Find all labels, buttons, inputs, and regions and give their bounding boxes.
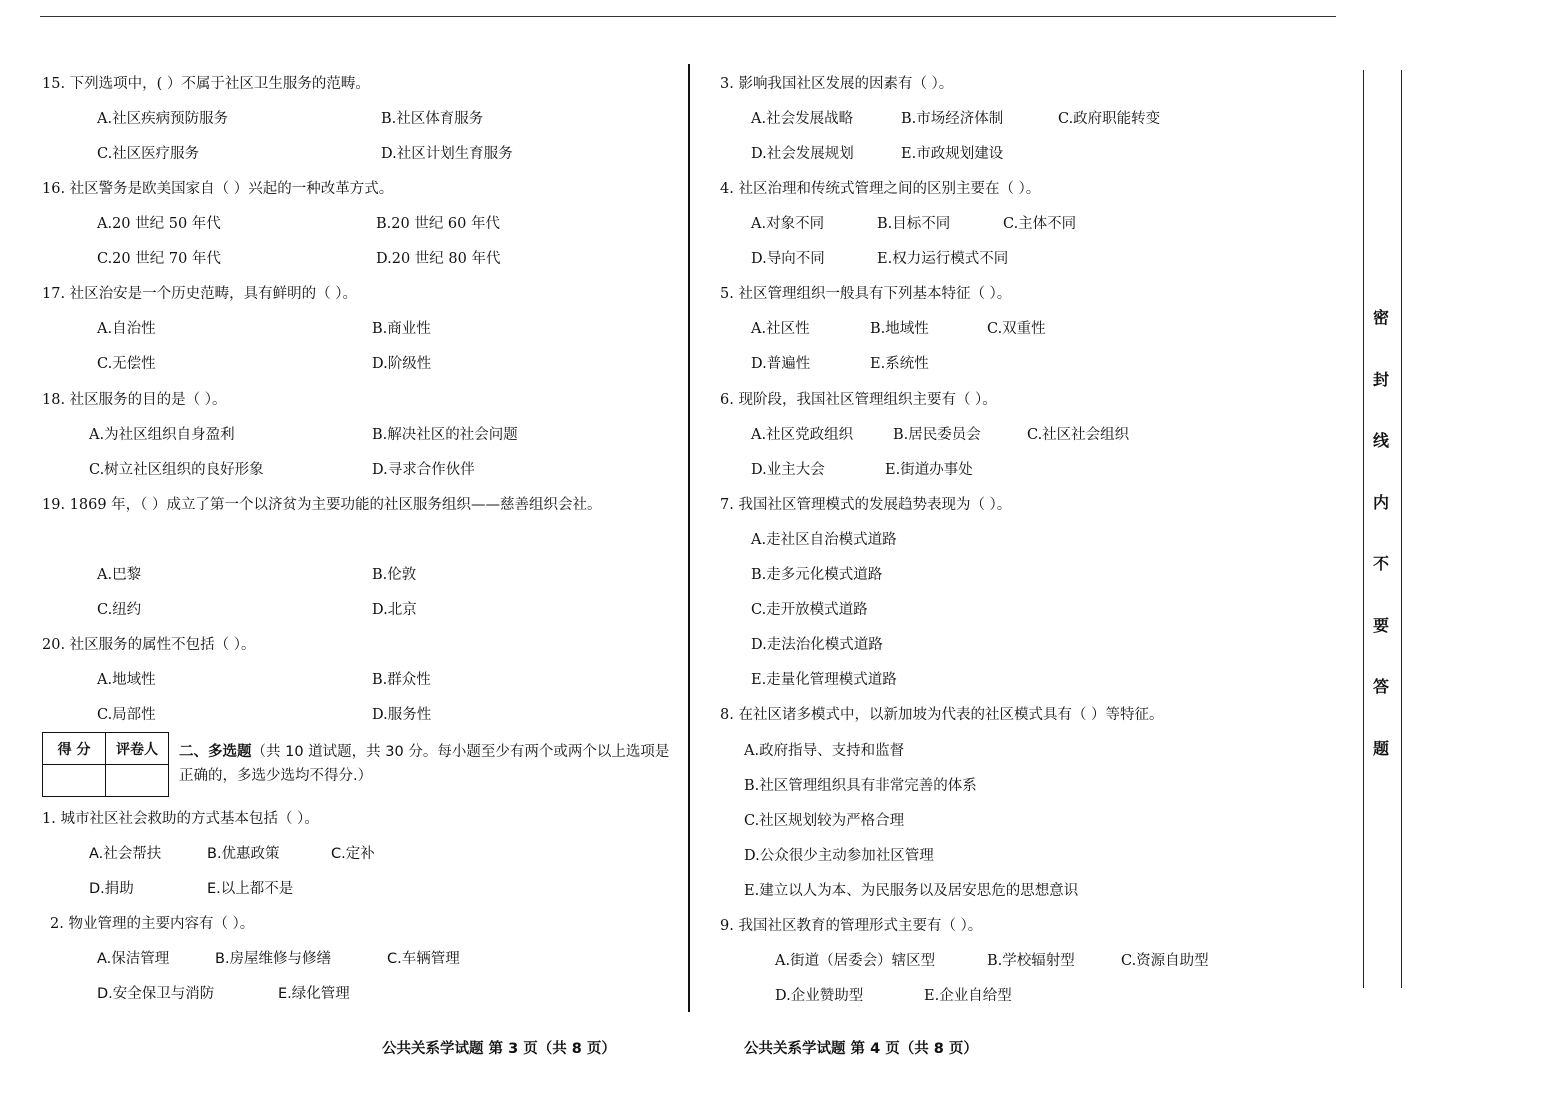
question-18-option-c: C.树立社区组织的良好形象 (89, 462, 264, 478)
mc-question-9-option-b: B.学校辐射型 (987, 953, 1075, 969)
question-18-stem: 18. 社区服务的目的是（ ）。 (42, 392, 227, 408)
mc-question-9-option-e: E.企业自给型 (924, 988, 1012, 1004)
mc-question-7-option-b: B.走多元化模式道路 (751, 567, 883, 583)
mc-question-7-option-d: D.走法治化模式道路 (751, 637, 883, 653)
seal-char: 答 (1373, 677, 1390, 696)
mc-question-8-option-c: C.社区规划较为严格合理 (744, 813, 905, 829)
mc-question-8-option-e: E.建立以人为本、为民服务以及居安思危的思想意识 (744, 883, 1079, 899)
question-15-stem: 15. 下列选项中，( ）不属于社区卫生服务的范畴。 (42, 76, 370, 92)
mc-question-3-option-e: E.市政规划建设 (901, 146, 1004, 162)
seal-line-right (1401, 70, 1402, 988)
seal-char: 密 (1373, 308, 1390, 327)
mc-question-3-option-c: C.政府职能转变 (1058, 111, 1161, 127)
question-16-option-d: D.20 世纪 80 年代 (376, 251, 501, 267)
mc-question-9-option-c: C.资源自助型 (1121, 953, 1209, 969)
mc-question-4-option-b: B.目标不同 (877, 216, 951, 232)
seal-char: 内 (1373, 492, 1390, 512)
mc-question-8-stem: 8. 在社区诸多模式中，以新加坡为代表的社区模式具有（ ）等特征。 (720, 707, 1164, 723)
mc-question-6-option-e: E.街道办事处 (885, 462, 973, 478)
mc-question-6-option-c: C.社区社会组织 (1027, 427, 1130, 443)
mc-question-2-option-c: C.车辆管理 (387, 951, 460, 967)
mc-question-2-option-d: D.安全保卫与消防 (97, 986, 215, 1002)
question-17-option-c: C.无偿性 (97, 356, 156, 372)
mc-question-1-option-c: C.定补 (331, 846, 375, 862)
mc-question-1-stem: 1. 城市社区社会救助的方式基本包括（ ）。 (42, 811, 319, 827)
mc-question-4-option-c: C.主体不同 (1003, 216, 1077, 232)
question-20-option-a: A.地域性 (97, 672, 156, 688)
mc-question-4-option-e: E.权力运行模式不同 (877, 251, 1009, 267)
question-15-option-d: D.社区计划生育服务 (381, 146, 513, 162)
mc-question-5-stem: 5. 社区管理组织一般具有下列基本特征（ ）。 (720, 286, 1012, 302)
question-18-option-a: A.为社区组织自身盈利 (89, 427, 235, 443)
section-2-title: 二、多选题 (179, 744, 252, 760)
question-16-option-b: B.20 世纪 60 年代 (376, 216, 500, 232)
mc-question-1-option-b: B.优惠政策 (207, 846, 280, 862)
question-18-option-b: B.解决社区的社会问题 (372, 427, 518, 443)
top-rule (40, 16, 1336, 17)
mc-question-6-option-a: A.社区党政组织 (751, 427, 854, 443)
seal-char: 线 (1373, 431, 1390, 450)
question-18-option-d: D.寻求合作伙伴 (372, 462, 475, 478)
question-15-option-a: A.社区疾病预防服务 (97, 111, 229, 127)
question-15-option-c: C.社区医疗服务 (97, 146, 200, 162)
mc-question-3-option-d: D.社会发展规划 (751, 146, 854, 162)
mc-question-7-option-c: C.走开放模式道路 (751, 602, 868, 618)
mc-question-7-stem: 7. 我国社区管理模式的发展趋势表现为（ ）。 (720, 497, 1012, 513)
question-20-option-d: D.服务性 (372, 707, 432, 723)
mc-question-3-option-b: B.市场经济体制 (901, 111, 1004, 127)
mc-question-5-option-e: E.系统性 (870, 356, 929, 372)
section-2-description: （共 10 道试题，共 30 分。每小题至少有两个或两个以上选项是正确的，多选少选均不得分.） (179, 744, 670, 784)
section-2-heading (179, 740, 679, 788)
mc-question-4-stem: 4. 社区治理和传统式管理之间的区别主要在（ ）。 (720, 181, 1041, 197)
mc-question-7-option-a: A.走社区自治模式道路 (751, 532, 897, 548)
question-17-stem: 17. 社区治安是一个历史范畴，具有鲜明的（ ）。 (42, 286, 358, 302)
question-15-option-b: B.社区体育服务 (381, 111, 484, 127)
question-20-stem: 20. 社区服务的属性不包括（ ）。 (42, 637, 256, 653)
mc-question-5-option-c: C.双重性 (987, 321, 1046, 337)
question-19-option-c: C.纽约 (97, 602, 142, 618)
question-17-option-b: B.商业性 (372, 321, 431, 337)
mc-question-9-option-a: A.街道（居委会）辖区型 (775, 953, 936, 969)
question-20-option-c: C.局部性 (97, 707, 156, 723)
mc-question-9-option-d: D.企业赞助型 (775, 988, 864, 1004)
question-16-option-a: A.20 世纪 50 年代 (97, 216, 221, 232)
mc-question-8-option-b: B.社区管理组织具有非常完善的体系 (744, 778, 977, 794)
mc-question-6-option-b: B.居民委员会 (893, 427, 981, 443)
mc-question-4-option-d: D.导向不同 (751, 251, 825, 267)
seal-line-left (1363, 70, 1364, 988)
seal-char: 题 (1373, 738, 1390, 758)
question-20-option-b: B.群众性 (372, 672, 431, 688)
mc-question-3-option-a: A.社会发展战略 (751, 111, 854, 127)
seal-char: 不 (1373, 554, 1390, 573)
footer-left-page-label: 公共关系学试题 第 3 页（共 8 页） (382, 1041, 616, 1057)
question-19-option-b: B.伦敦 (372, 567, 417, 583)
question-19-option-a: A.巴黎 (97, 567, 142, 583)
score-label: 得 分 (43, 733, 106, 765)
seal-char: 封 (1373, 369, 1390, 389)
question-17-option-a: A.自治性 (97, 321, 156, 337)
mc-question-4-option-a: A.对象不同 (751, 216, 825, 232)
question-16-stem: 16. 社区警务是欧美国家自（ ）兴起的一种改革方式。 (42, 181, 394, 197)
mc-question-7-option-e: E.走量化管理模式道路 (751, 672, 897, 688)
question-19-option-d: D.北京 (372, 602, 417, 618)
question-19-stem: 19. 1869 年，（ ）成立了第一个以济贫为主要功能的社区服务组织——慈善组织会社。 (42, 497, 602, 513)
mc-question-8-option-d: D.公众很少主动参加社区管理 (744, 848, 934, 864)
mc-question-5-option-d: D.普遍性 (751, 356, 811, 372)
question-17-option-d: D.阶级性 (372, 356, 432, 372)
mc-question-2-stem: 2. 物业管理的主要内容有（ ）。 (50, 916, 255, 932)
mc-question-6-stem: 6. 现阶段，我国社区管理组织主要有（ ）。 (720, 392, 997, 408)
grader-field[interactable] (106, 765, 169, 797)
mc-question-5-option-b: B.地域性 (870, 321, 929, 337)
grader-label: 评卷人 (106, 733, 169, 765)
mc-question-5-option-a: A.社区性 (751, 321, 810, 337)
mc-question-6-option-d: D.业主大会 (751, 462, 825, 478)
mc-question-2-option-b: B.房屋维修与修缮 (215, 951, 332, 967)
column-divider (688, 64, 690, 1012)
mc-question-9-stem: 9. 我国社区教育的管理形式主要有（ ）。 (720, 918, 983, 934)
seal-notice (1373, 305, 1391, 797)
question-16-option-c: C.20 世纪 70 年代 (97, 251, 221, 267)
mc-question-1-option-e: E.以上都不是 (207, 881, 294, 897)
seal-char: 要 (1373, 615, 1390, 635)
mc-question-1-option-d: D.捐助 (89, 881, 134, 897)
mc-question-1-option-a: A.社会帮扶 (89, 846, 162, 862)
mc-question-3-stem: 3. 影响我国社区发展的因素有（ ）。 (720, 76, 954, 92)
mc-question-2-option-e: E.绿化管理 (278, 986, 350, 1002)
mc-question-8-option-a: A.政府指导、支持和监督 (744, 743, 905, 759)
footer-right-page-label: 公共关系学试题 第 4 页（共 8 页） (744, 1041, 978, 1057)
score-table (42, 732, 169, 797)
score-field[interactable] (43, 765, 106, 797)
mc-question-2-option-a: A.保洁管理 (97, 951, 170, 967)
